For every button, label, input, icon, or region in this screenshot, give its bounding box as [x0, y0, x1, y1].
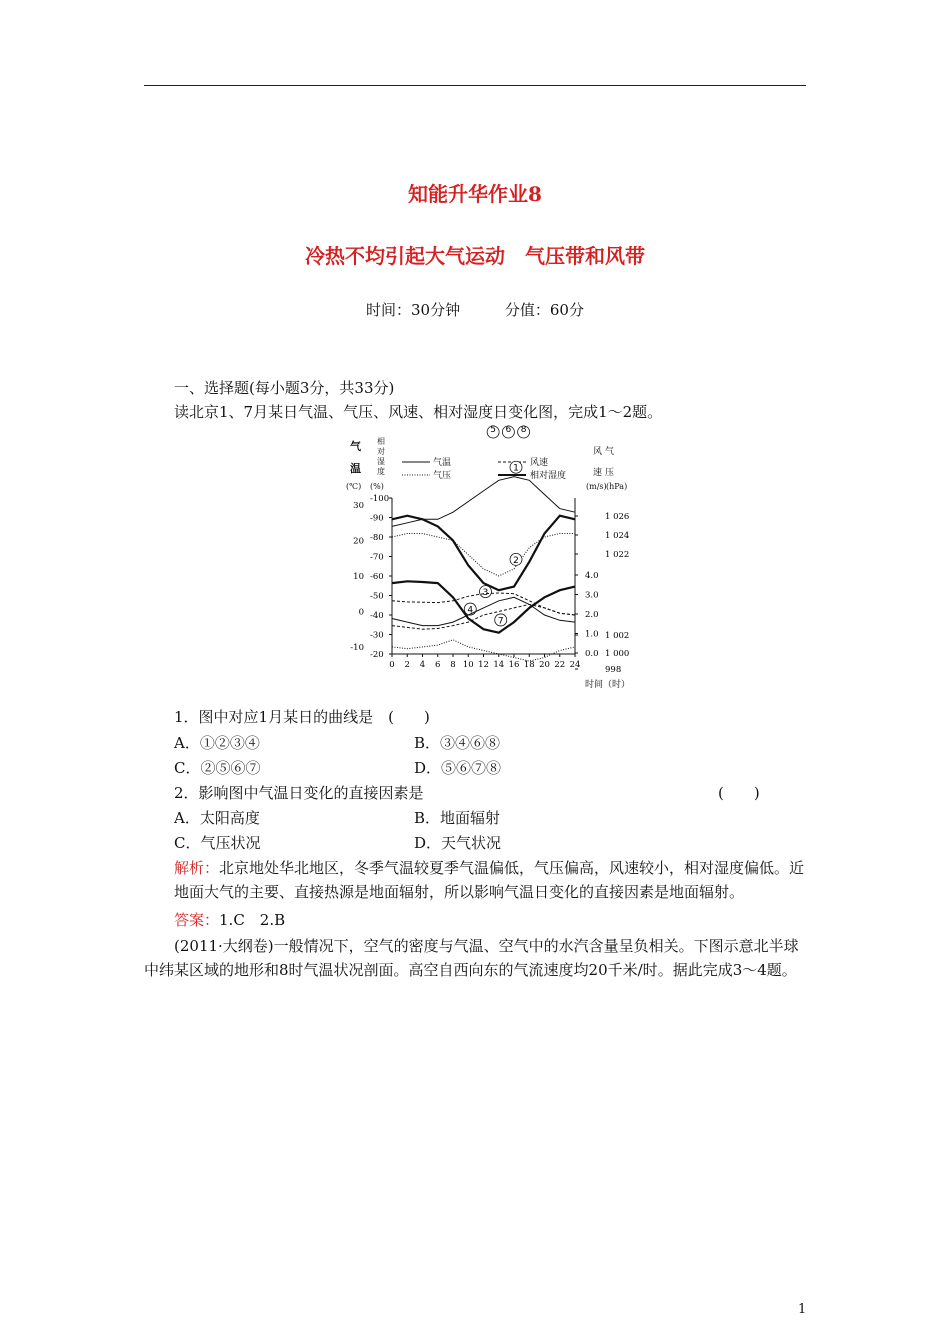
humidity-axis-label-4: 度: [377, 467, 385, 476]
q1-option-d[interactable]: D．⑤⑥⑦⑧: [414, 759, 502, 777]
chart: [340, 425, 631, 694]
analysis-paragraph: [174, 856, 809, 904]
answer-line: [174, 908, 285, 932]
humidity-tick-label: -80: [370, 533, 384, 543]
temp-tick-label: 30: [353, 501, 364, 512]
q2-option-d[interactable]: D．天气状况: [414, 834, 502, 852]
x-tick-label: 14: [493, 660, 505, 670]
pressure-axis-label-3: (hPa): [606, 482, 628, 491]
temp-axis-label-1: 气: [350, 440, 361, 453]
pressure-tick-label: 1 022: [605, 550, 630, 560]
wind-tick-label: 4.0: [585, 571, 599, 581]
wind-tick-label: 3.0: [585, 590, 599, 601]
score-value: 分值：60分: [504, 301, 584, 319]
x-tick-label: 12: [478, 660, 489, 670]
humidity-axis-label-3: 湿: [377, 457, 385, 466]
x-tick-label: 6: [435, 660, 441, 670]
humidity-axis-label-1: 相: [377, 437, 385, 446]
x-tick-label: 18: [523, 660, 535, 670]
humidity-tick-label: -40: [370, 611, 384, 621]
temp-tick-label: 0: [358, 607, 364, 618]
wind-tick-label: 2.0: [585, 610, 599, 620]
series-label-7: 7: [497, 616, 504, 627]
series-line-3: [392, 516, 575, 591]
x-tick-label: 0: [389, 660, 395, 670]
time-limit: 时间：30分钟: [366, 301, 461, 319]
series-label-3: 3: [482, 588, 489, 599]
pressure-tick-label: 998: [605, 665, 622, 675]
humidity-tick-label: -60: [370, 572, 384, 582]
temp-tick-label: 10: [353, 572, 364, 582]
analysis-label: 解析：: [174, 859, 220, 877]
q1-stem: 1．图中对应1月某日的曲线是 ( ): [174, 708, 430, 726]
legend-temp: 气温: [433, 458, 452, 468]
q2-stem: 2．影响图中气温日变化的直接因素是: [174, 784, 424, 802]
legend-wind: 风速: [530, 458, 549, 468]
legend-pressure: 气压: [433, 471, 452, 481]
q1-option-c[interactable]: C．②⑤⑥⑦: [174, 759, 261, 777]
series-line-8: [392, 640, 575, 661]
x-tick-label: 8: [450, 660, 456, 670]
q2-option-c[interactable]: C．气压状况: [174, 834, 261, 852]
wind-axis-label-2: 速: [593, 468, 603, 478]
humidity-tick-label: -20: [370, 650, 384, 660]
analysis-text: 北京地处华北地区，冬季气温较夏季气温偏低，气压偏高，风速较小，相对湿度偏低。近地面大气的主要、直接热源是地面辐射，所以影响气温日变化的直接因素是地面辐射。: [174, 859, 805, 901]
temp-axis-label-3: (℃): [346, 482, 362, 491]
answer-text: 1.C 2.B: [219, 911, 286, 929]
q2-option-a[interactable]: A．太阳高度: [174, 809, 260, 827]
q2-bracket: ( ): [718, 784, 760, 802]
x-tick-label: 2: [404, 660, 410, 670]
humidity-tick-label: -30: [370, 630, 384, 641]
page-number: 1: [798, 1302, 807, 1317]
q2-option-b[interactable]: B．地面辐射: [414, 809, 501, 827]
series-label-2: 2: [513, 555, 519, 566]
section-heading: 一、选择题(每小题3分，共33分): [174, 379, 395, 397]
temp-tick-label: -10: [350, 642, 364, 653]
answer-label: 答案：: [174, 911, 220, 929]
page-subtitle: 冷热不均引起大气运动 气压带和风带: [305, 244, 645, 268]
x-axis-label: 时间（时）: [585, 680, 631, 690]
wind-axis-label-1: 风: [593, 447, 603, 457]
x-tick-label: 20: [539, 660, 550, 670]
page-title: 知能升华作业8: [408, 182, 542, 206]
humidity-tick-label: -100: [370, 494, 390, 504]
pressure-tick-label: 1 000: [605, 649, 630, 659]
x-tick-label: 10: [462, 660, 474, 670]
humidity-axis-label-2: 对: [377, 447, 385, 456]
legend-humidity: 相对湿度: [530, 471, 567, 481]
pressure-tick-label: 1 002: [605, 631, 630, 641]
wind-tick-label: 1.0: [585, 629, 599, 640]
series-label-6: 6: [505, 425, 512, 435]
temp-axis-label-2: 温: [350, 462, 361, 475]
time-score-info: [0, 299, 950, 320]
header-rule: [144, 85, 806, 86]
wind-tick-label: 0.0: [585, 649, 599, 659]
x-tick-label: 22: [554, 660, 566, 670]
series-label-5: 5: [490, 425, 496, 435]
temp-tick-label: 20: [353, 536, 364, 547]
wind-axis-label-3: (m/s): [586, 482, 607, 491]
pressure-tick-label: 1 024: [605, 531, 630, 541]
pressure-axis-label-2: 压: [605, 468, 615, 478]
series-label-4: 4: [467, 605, 474, 616]
q1-option-a[interactable]: A．①②③④: [174, 734, 260, 752]
series-label-1: 1: [513, 463, 519, 474]
q1-option-b[interactable]: B．③④⑥⑧: [414, 734, 501, 752]
pressure-axis-label-1: 气: [605, 447, 615, 457]
x-tick-label: 24: [569, 660, 581, 670]
question-intro: 读北京1、7月某日气温、气压、风速、相对湿度日变化图，完成1～2题。: [174, 403, 663, 421]
humidity-tick-label: -70: [370, 552, 384, 563]
series-label-8: 8: [520, 425, 527, 435]
x-tick-label: 16: [508, 660, 520, 670]
humidity-tick-label: -50: [370, 591, 384, 602]
x-tick-label: 4: [419, 660, 426, 670]
humidity-tick-label: -90: [370, 513, 384, 524]
passage-paragraph: (2011·大纲卷)一般情况下，空气的密度与气温、空气中的水汽含量呈负相关。下图示意北半球中纬某区域的地形和8时气温状况剖面。高空自西向东的气流速度均20千米/时。据此完成3～4题。: [144, 937, 799, 979]
humidity-axis-label-5: (%): [370, 482, 384, 491]
pressure-tick-label: 1 026: [605, 512, 630, 522]
series-line-2: [392, 534, 575, 577]
series-line-6: [392, 597, 575, 625]
